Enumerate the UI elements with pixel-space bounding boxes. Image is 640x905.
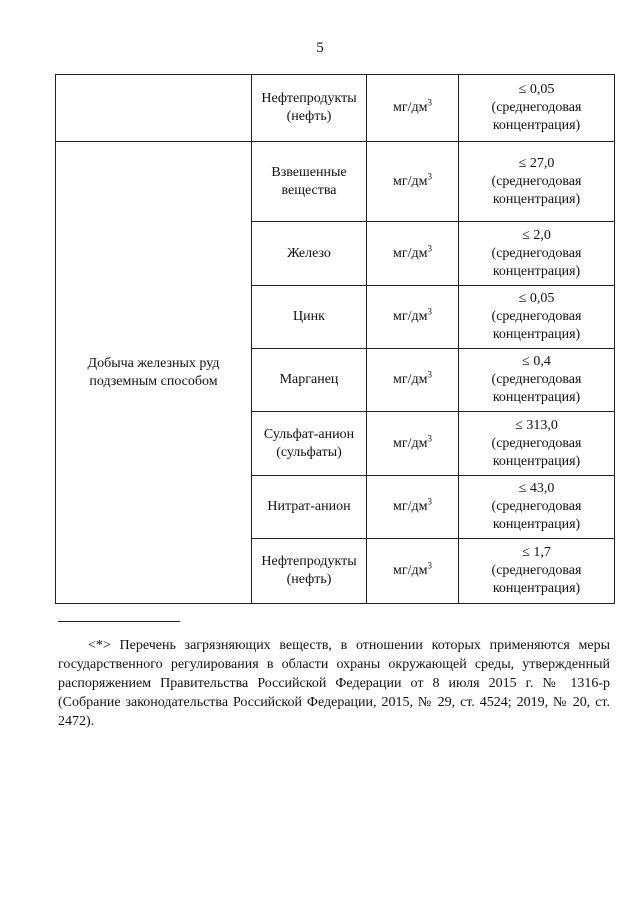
emission-norms-table	[55, 74, 615, 604]
limit-note: (среднегодовая концентрация)	[491, 245, 582, 279]
table-row	[56, 142, 615, 222]
limit-note: (среднегодовая концентрация)	[491, 372, 582, 405]
limit-value: ≤ 0,05	[518, 291, 555, 306]
unit-cell: $мг/дм^3$	[367, 539, 459, 604]
table-row	[56, 75, 615, 142]
limit-note: (среднегодовая концентрация)	[491, 173, 582, 207]
limit-value: ≤ 313,0	[515, 417, 558, 433]
limit-cell	[459, 476, 615, 539]
unit-cell: $мг/дм^3$	[367, 75, 459, 142]
limit-note: (среднегодовая концентрация)	[491, 309, 582, 342]
unit-cell: $мг/дм^3$	[367, 142, 459, 222]
limit-cell	[459, 412, 615, 476]
limit-cell	[459, 222, 615, 286]
limit-note: (среднегодовая концентрация)	[491, 499, 582, 532]
limit-note: (среднегодовая концентрация)	[491, 435, 582, 469]
unit-cell: $мг/дм^3$	[367, 412, 459, 476]
footnote-divider	[58, 621, 180, 622]
substance-cell: Сульфат-анион (сульфаты)	[252, 412, 367, 476]
activity-cell	[56, 75, 252, 142]
limit-note: (среднегодовая концентрация)	[491, 100, 582, 133]
limit-value: ≤ 0,4	[522, 354, 551, 369]
substance-cell: Цинк	[252, 286, 367, 349]
limit-value: ≤ 43,0	[518, 481, 555, 496]
activity-cell: Добыча железных руд подземным способом	[56, 142, 252, 604]
limit-cell	[459, 142, 615, 222]
substance-cell: Нефтепродукты (нефть)	[252, 539, 367, 604]
substance-cell: Железо	[252, 222, 367, 286]
unit-cell: $мг/дм^3$	[367, 476, 459, 539]
limit-cell	[459, 539, 615, 604]
page-number: 5	[316, 40, 324, 56]
unit-cell: $мг/дм^3$	[367, 349, 459, 412]
unit-cell: $мг/дм^3$	[367, 286, 459, 349]
limit-value: ≤ 27,0	[518, 155, 555, 171]
substance-cell: Нитрат-анион	[252, 476, 367, 539]
limit-value: ≤ 2,0	[522, 227, 551, 243]
substance-cell: Взвешенные вещества	[252, 142, 367, 222]
unit-cell: $мг/дм^3$	[367, 222, 459, 286]
footnote-text: <*> Перечень загрязняющих веществ, в отношении которых применяются меры государственного регулирования в области охраны окружающей среды, утвержденный распоряжением Правительства Российской Федерации от 8 июля 2015 г. № 1316-р (Собрание законодательства Российской Федерации, 2015, № 29, ст. 4524; 2019, № 20, ст. 2472).	[58, 638, 610, 729]
limit-note: (среднегодовая концентрация)	[491, 563, 582, 596]
limit-value: ≤ 0,05	[518, 82, 555, 97]
limit-cell	[459, 286, 615, 349]
limit-value: ≤ 1,7	[522, 545, 551, 560]
substance-cell: Марганец	[252, 349, 367, 412]
limit-cell	[459, 75, 615, 142]
limit-cell	[459, 349, 615, 412]
substance-cell: Нефтепродукты (нефть)	[252, 75, 367, 142]
